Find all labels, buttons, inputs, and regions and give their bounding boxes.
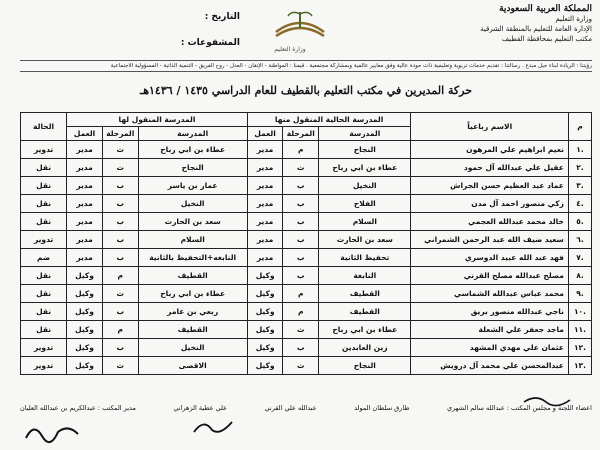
row-new-stage: ب	[102, 231, 138, 249]
row-current-school: سعد بن الحارث	[319, 231, 411, 249]
committee-footer	[20, 404, 592, 412]
signature-mark	[520, 392, 576, 408]
header-subline: وزارة التعليم	[274, 46, 306, 53]
row-new-work: مدير	[67, 177, 103, 195]
row-new-stage: ب	[102, 303, 138, 321]
row-new-stage: ب	[102, 195, 138, 213]
row-current-stage: ب	[283, 267, 319, 285]
row-current-school: عطاء بن ابي رباح	[319, 159, 411, 177]
row-current-work: وكيل	[247, 321, 283, 339]
row-num: .٤	[568, 195, 591, 213]
signature-mark	[190, 416, 236, 438]
table-row	[21, 231, 592, 249]
row-num: .٦	[568, 231, 591, 249]
row-current-school: الفلاح	[319, 195, 411, 213]
table-row	[21, 195, 592, 213]
row-current-stage: ب	[283, 339, 319, 357]
row-num: .٩	[568, 285, 591, 303]
row-current-work: مدير	[247, 159, 283, 177]
page-title: حركة المديرين في مكتب التعليم بالقطيف للعام الدراسي ١٤٣٥ / ١٤٣٦هـ	[139, 84, 473, 97]
row-status: تدوير	[21, 339, 67, 357]
row-current-school: النجاح	[319, 141, 411, 159]
row-status: تدوير	[21, 231, 67, 249]
row-new-school: النجاح	[138, 159, 247, 177]
row-current-work: مدير	[247, 177, 283, 195]
table-row	[21, 285, 592, 303]
table-row	[21, 339, 592, 357]
attachments-label: المشفوعات :	[180, 38, 240, 48]
row-status: نقل	[21, 303, 67, 321]
row-status: ضم	[21, 249, 67, 267]
row-current-school: النجاح	[319, 357, 411, 375]
footer-manager: مدير المكتب : عبدالكريم بن عبدالله العليان	[20, 404, 136, 412]
row-status: نقل	[21, 285, 67, 303]
header-current-group: المدرسة الحالية المنقول منها	[247, 113, 411, 127]
row-name: ناجي عبدالله منصور بريق	[411, 303, 568, 321]
row-new-stage: ث	[102, 141, 138, 159]
row-current-work: وكيل	[247, 267, 283, 285]
header-target-group: المدرسة المنقول لها	[67, 113, 248, 127]
row-name: خالد محمد عبدالله العجمي	[411, 213, 568, 231]
office-name: مكتب التعليم بمحافظة القطيف	[501, 35, 592, 43]
table-row	[21, 159, 592, 177]
row-new-work: مدير	[67, 141, 103, 159]
row-name: عثمان علي مهدي المشهد	[411, 339, 568, 357]
row-current-work: مدير	[247, 249, 283, 267]
table-row	[21, 141, 592, 159]
header-cur-stage: المرحلة	[283, 127, 319, 141]
row-num: .٨	[568, 267, 591, 285]
table-row	[21, 267, 592, 285]
row-new-stage: م	[102, 321, 138, 339]
row-num: .١٣	[568, 357, 591, 375]
row-new-stage: ث	[102, 159, 138, 177]
table-row	[21, 357, 592, 375]
header-name: الاسم رباعياً	[411, 113, 568, 141]
row-new-work: وكيل	[67, 303, 103, 321]
row-new-school: القطيف	[138, 267, 247, 285]
header-date-block	[150, 12, 240, 64]
table-row	[21, 321, 592, 339]
row-num: .٥	[568, 213, 591, 231]
row-name: محمد عباس عبدالله الشماسي	[411, 285, 568, 303]
row-new-work: مدير	[67, 213, 103, 231]
palm-swords-logo-icon	[270, 8, 330, 40]
row-current-work: مدير	[247, 213, 283, 231]
footer-member-2: طارق سلطان المولد	[354, 404, 410, 412]
row-current-stage: ث	[283, 321, 319, 339]
header-new-work: العمل	[67, 127, 103, 141]
row-current-school: القطيف	[319, 285, 411, 303]
row-name: عماد عبد العظيم حسن الجراش	[411, 177, 568, 195]
row-num: .٣	[568, 177, 591, 195]
row-status: نقل	[21, 267, 67, 285]
row-current-work: وكيل	[247, 339, 283, 357]
row-current-work: مدير	[247, 195, 283, 213]
row-name: عبدالمحسن علي محمد آل درويش	[411, 357, 568, 375]
row-new-work: مدير	[67, 249, 103, 267]
row-current-school: تحفيظ الثانية	[319, 249, 411, 267]
row-num: .٧	[568, 249, 591, 267]
row-new-school: النخيل	[138, 339, 247, 357]
row-status: نقل	[21, 213, 67, 231]
row-current-stage: ب	[283, 249, 319, 267]
header-num: م	[568, 113, 591, 141]
row-name: نعيم ابراهيم علي المرهون	[411, 141, 568, 159]
row-new-stage: ث	[102, 357, 138, 375]
footer-member-4: علي عطية الزهراني	[173, 404, 228, 412]
row-new-school: النابغه+التحفيظ بالثانية	[138, 249, 247, 267]
row-new-work: مدير	[67, 195, 103, 213]
row-new-school: عطاء بن ابي رباح	[138, 285, 247, 303]
row-status: نقل	[21, 195, 67, 213]
row-new-work: وكيل	[67, 321, 103, 339]
footer-members: اعضاء اللجنة و مجلس المكتب : عبدالله سالم الشهري	[446, 404, 592, 412]
row-name: زكي منصور احمد آل مدن	[411, 195, 568, 213]
row-num: .١١	[568, 321, 591, 339]
row-new-work: وكيل	[67, 357, 103, 375]
row-current-stage: م	[283, 285, 319, 303]
row-current-stage: ث	[283, 159, 319, 177]
row-current-school: النابغة	[319, 267, 411, 285]
row-name: فهد عبد الله عبيد الدوسري	[411, 249, 568, 267]
row-current-work: مدير	[247, 141, 283, 159]
row-current-school: النخيل	[319, 177, 411, 195]
header-status: الحالة	[21, 113, 67, 141]
row-new-school: الاقصى	[138, 357, 247, 375]
row-name: سعيد ضيف الله عبد الرحمن الشمراني	[411, 231, 568, 249]
row-num: .٢	[568, 159, 591, 177]
row-current-school: القطيف	[319, 303, 411, 321]
date-label: التاريخ :	[204, 12, 240, 22]
vision-strip: رؤيتنا : الريادة لبناء جيل مبدع . رسالتنا : تقديم خدمات تربوية وتعليمية ذات جودة عالية وفق معايير عالمية وبمشاركة مجتمعية . قيمنا : المواطنة - الإتقان - العدل - روح الفريق - التنمية الذاتية - المسؤولية الاجتماعية	[20, 60, 592, 72]
row-current-work: وكيل	[247, 285, 283, 303]
table-row	[21, 249, 592, 267]
row-current-school: عطاء بن ابي رباح	[319, 321, 411, 339]
row-current-stage: ب	[283, 195, 319, 213]
row-new-school: عطاء بن ابي رباح	[138, 141, 247, 159]
row-new-work: وكيل	[67, 285, 103, 303]
kingdom-name: المملكة العربية السعودية	[499, 4, 592, 14]
row-status: تدوير	[21, 357, 67, 375]
table-row	[21, 303, 592, 321]
row-new-stage: ب	[102, 249, 138, 267]
row-status: تدوير	[21, 141, 67, 159]
row-num: .١	[568, 141, 591, 159]
row-new-school: عمار بن ياسر	[138, 177, 247, 195]
row-new-school: ربعي بن عامر	[138, 303, 247, 321]
header-cur-school: المدرسة	[319, 127, 411, 141]
row-status: نقل	[21, 177, 67, 195]
signature-mark	[22, 418, 82, 444]
table-row	[21, 177, 592, 195]
row-new-work: وكيل	[67, 339, 103, 357]
row-new-school: القطيف	[138, 321, 247, 339]
header-cur-work: العمل	[247, 127, 283, 141]
row-new-stage: ث	[102, 285, 138, 303]
row-current-stage: ب	[283, 231, 319, 249]
row-current-stage: ث	[283, 357, 319, 375]
row-current-school: زين العابدين	[319, 339, 411, 357]
row-name: ماجد جعفر علي الشعلة	[411, 321, 568, 339]
row-new-school: سعد بن الحارث	[138, 213, 247, 231]
row-current-work: وكيل	[247, 303, 283, 321]
ministry-name: وزارة التعليم	[555, 15, 592, 23]
row-new-stage: ب	[102, 213, 138, 231]
footer-member-3: عبدالله علي القرني	[264, 404, 317, 412]
row-new-school: السلام	[138, 231, 247, 249]
row-num: .١٢	[568, 339, 591, 357]
row-current-stage: ب	[283, 213, 319, 231]
row-new-work: مدير	[67, 159, 103, 177]
row-new-stage: م	[102, 267, 138, 285]
header-new-stage: المرحلة	[102, 127, 138, 141]
row-new-school: النخيل	[138, 195, 247, 213]
row-current-stage: ب	[283, 177, 319, 195]
row-status: نقل	[21, 159, 67, 177]
admin-name: الإدارة العامة للتعليم بالمنطقة الشرقية	[480, 25, 592, 33]
table-row	[21, 213, 592, 231]
header-ministry-block	[442, 4, 592, 44]
row-new-work: وكيل	[67, 267, 103, 285]
row-current-stage: م	[283, 141, 319, 159]
row-current-school: السلام	[319, 213, 411, 231]
row-num: .١٠	[568, 303, 591, 321]
row-current-stage: م	[283, 303, 319, 321]
row-new-stage: ب	[102, 177, 138, 195]
row-status: نقل	[21, 321, 67, 339]
row-name: عقيل علي عبدالله آل حمود	[411, 159, 568, 177]
row-name: مصلح عبدالله مصلح القرني	[411, 267, 568, 285]
row-new-stage: ب	[102, 339, 138, 357]
header-new-school: المدرسة	[138, 127, 247, 141]
row-current-work: مدير	[247, 231, 283, 249]
row-current-work: وكيل	[247, 357, 283, 375]
transfers-table	[20, 112, 592, 375]
row-new-work: مدير	[67, 231, 103, 249]
